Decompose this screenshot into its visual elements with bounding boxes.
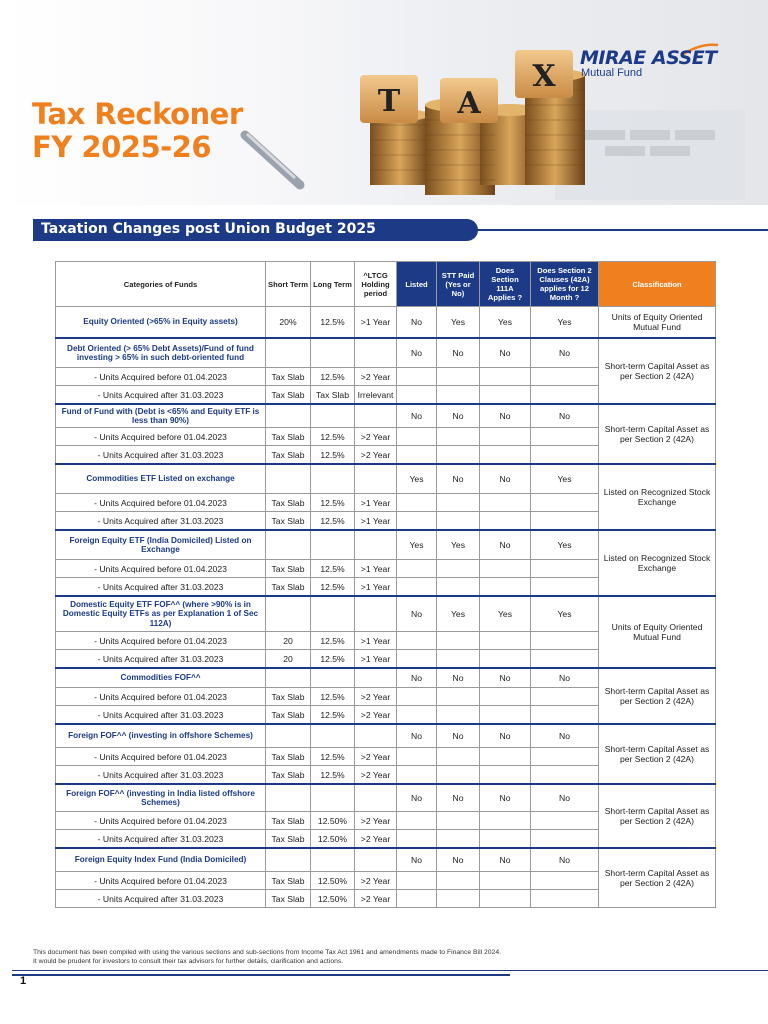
empty-cell	[480, 368, 531, 386]
long-term-cell: 12.5%	[311, 560, 355, 578]
empty-cell	[531, 560, 599, 578]
sub-row-label: - Units Acquired after 31.03.2023	[56, 650, 266, 669]
empty-cell	[397, 830, 437, 849]
empty-cell	[437, 748, 480, 766]
logo-wordmark: MIRAE ASSET	[580, 47, 717, 69]
empty-cell	[480, 830, 531, 849]
classification-cell: Listed on Recognized Stock Exchange	[599, 464, 716, 530]
short-term-cell: 20	[266, 650, 311, 669]
empty-cell	[480, 766, 531, 785]
holding-period-cell	[355, 338, 397, 368]
empty-cell	[480, 890, 531, 908]
table-row	[56, 848, 716, 872]
long-term-cell: 12.5%	[311, 428, 355, 446]
empty-cell	[531, 368, 599, 386]
empty-cell	[531, 688, 599, 706]
holding-period-cell: >1 Year	[355, 494, 397, 512]
long-term-cell	[311, 596, 355, 632]
short-term-cell: Tax Slab	[266, 688, 311, 706]
empty-cell	[397, 578, 437, 597]
holding-period-cell: >2 Year	[355, 766, 397, 785]
fund-category: Foreign FOF^^ (investing in India listed offshore Schemes)	[56, 784, 266, 812]
stt-cell: Yes	[437, 530, 480, 560]
empty-cell	[480, 578, 531, 597]
classification-cell: Short-term Capital Asset as per Section 2 (42A)	[599, 724, 716, 784]
empty-cell	[480, 386, 531, 405]
listed-cell: No	[397, 668, 437, 688]
empty-cell	[437, 512, 480, 531]
holding-period-cell: >2 Year	[355, 368, 397, 386]
table-row	[56, 530, 716, 560]
empty-cell	[531, 706, 599, 725]
empty-cell	[397, 560, 437, 578]
empty-cell	[437, 368, 480, 386]
section-111a-cell: No	[480, 338, 531, 368]
section-42a-cell: No	[531, 724, 599, 748]
section-111a-cell: Yes	[480, 307, 531, 339]
long-term-cell	[311, 848, 355, 872]
holding-period-cell: >2 Year	[355, 428, 397, 446]
empty-cell	[397, 812, 437, 830]
sub-row-label: - Units Acquired after 31.03.2023	[56, 512, 266, 531]
long-term-cell: 12.5%	[311, 650, 355, 669]
col-header-section-42a: Does Section 2 Clauses (42A) applies for 12 Month ?	[531, 262, 599, 307]
long-term-cell	[311, 530, 355, 560]
empty-cell	[397, 706, 437, 725]
holding-period-cell: >2 Year	[355, 812, 397, 830]
classification-cell: Units of Equity Oriented Mutual Fund	[599, 307, 716, 339]
holding-period-cell: >2 Year	[355, 748, 397, 766]
empty-cell	[437, 560, 480, 578]
stt-cell: No	[437, 338, 480, 368]
empty-cell	[480, 446, 531, 465]
empty-cell	[480, 650, 531, 669]
short-term-cell: 20	[266, 632, 311, 650]
empty-cell	[437, 830, 480, 849]
long-term-cell: 12.5%	[311, 688, 355, 706]
short-term-cell	[266, 596, 311, 632]
stt-cell: Yes	[437, 307, 480, 339]
empty-cell	[437, 386, 480, 405]
mirae-asset-logo	[580, 47, 730, 81]
long-term-cell	[311, 404, 355, 428]
section-42a-cell: No	[531, 784, 599, 812]
long-term-cell: 12.5%	[311, 706, 355, 725]
holding-period-cell: >1 Year	[355, 512, 397, 531]
section-111a-cell: No	[480, 530, 531, 560]
empty-cell	[531, 494, 599, 512]
empty-cell	[480, 632, 531, 650]
empty-cell	[480, 688, 531, 706]
short-term-cell: Tax Slab	[266, 368, 311, 386]
classification-cell: Short-term Capital Asset as per Section 2 (42A)	[599, 848, 716, 908]
holding-period-cell	[355, 464, 397, 494]
short-term-cell	[266, 530, 311, 560]
empty-cell	[397, 688, 437, 706]
empty-cell	[480, 872, 531, 890]
empty-cell	[437, 650, 480, 669]
short-term-cell: Tax Slab	[266, 512, 311, 531]
footer-rule-accent	[12, 974, 510, 976]
long-term-cell	[311, 784, 355, 812]
col-header-stt-paid: STT Paid (Yes or No)	[437, 262, 480, 307]
col-header-categories: Categories of Funds	[56, 262, 266, 307]
sub-row-label: - Units Acquired after 31.03.2023	[56, 830, 266, 849]
page-title: Tax Reckoner	[32, 97, 243, 131]
holding-period-cell	[355, 596, 397, 632]
empty-cell	[397, 748, 437, 766]
section-111a-cell: No	[480, 404, 531, 428]
long-term-cell: 12.50%	[311, 812, 355, 830]
table-row	[56, 464, 716, 494]
long-term-cell	[311, 338, 355, 368]
stt-cell: No	[437, 464, 480, 494]
header-banner	[0, 0, 768, 205]
tile-letter-t: T	[377, 84, 401, 119]
heading-rule	[470, 229, 768, 231]
holding-period-cell	[355, 530, 397, 560]
long-term-cell: 12.5%	[311, 748, 355, 766]
empty-cell	[480, 812, 531, 830]
empty-cell	[437, 428, 480, 446]
section-42a-cell: No	[531, 848, 599, 872]
classification-cell: Short-term Capital Asset as per Section 2 (42A)	[599, 338, 716, 404]
logo-subtitle: Mutual Fund	[581, 67, 643, 79]
fund-category: Fund of Fund with (Debt is <65% and Equity ETF is less than 90%)	[56, 404, 266, 428]
listed-cell: No	[397, 596, 437, 632]
empty-cell	[437, 446, 480, 465]
empty-cell	[480, 706, 531, 725]
empty-cell	[397, 446, 437, 465]
empty-cell	[397, 632, 437, 650]
short-term-cell: Tax Slab	[266, 446, 311, 465]
disclaimer	[33, 948, 753, 966]
sub-row-label: - Units Acquired after 31.03.2023	[56, 446, 266, 465]
section-42a-cell: No	[531, 668, 599, 688]
holding-period-cell: >1 Year	[355, 578, 397, 597]
tile-letter-a: A	[457, 86, 481, 121]
table-row	[56, 338, 716, 368]
empty-cell	[480, 512, 531, 531]
listed-cell: Yes	[397, 530, 437, 560]
fund-category: Foreign Equity Index Fund (India Domiciled)	[56, 848, 266, 872]
holding-period-cell: >2 Year	[355, 446, 397, 465]
stt-cell: No	[437, 404, 480, 428]
long-term-cell	[311, 724, 355, 748]
long-term-cell	[311, 668, 355, 688]
holding-period-cell: >2 Year	[355, 872, 397, 890]
holding-period-cell: >1 Year	[355, 307, 397, 339]
tile-letter-x: X	[532, 59, 556, 94]
section-42a-cell: Yes	[531, 307, 599, 339]
empty-cell	[437, 766, 480, 785]
empty-cell	[437, 632, 480, 650]
table-row	[56, 307, 716, 339]
sub-row-label: - Units Acquired before 01.04.2023	[56, 494, 266, 512]
classification-cell: Listed on Recognized Stock Exchange	[599, 530, 716, 596]
long-term-cell: 12.5%	[311, 766, 355, 785]
empty-cell	[397, 512, 437, 531]
long-term-cell: 12.5%	[311, 494, 355, 512]
table-row	[56, 724, 716, 748]
fund-category: Equity Oriented (>65% in Equity assets)	[56, 307, 266, 339]
short-term-cell: Tax Slab	[266, 428, 311, 446]
short-term-cell: Tax Slab	[266, 812, 311, 830]
empty-cell	[531, 748, 599, 766]
short-term-cell	[266, 784, 311, 812]
col-header-section-111a: Does Section 111A Applies ?	[480, 262, 531, 307]
holding-period-cell: >2 Year	[355, 688, 397, 706]
fund-category: Commodities ETF Listed on exchange	[56, 464, 266, 494]
short-term-cell: Tax Slab	[266, 706, 311, 725]
footer-rule	[12, 970, 768, 971]
short-term-cell: Tax Slab	[266, 578, 311, 597]
stt-cell: No	[437, 848, 480, 872]
empty-cell	[397, 872, 437, 890]
empty-cell	[437, 890, 480, 908]
long-term-cell: 12.5%	[311, 307, 355, 339]
empty-cell	[480, 494, 531, 512]
short-term-cell	[266, 338, 311, 368]
disclaimer-line-1: This document has been compiled with using the various sections and sub-sections from Income Tax Act 1961 and amendments made to Finance Bill 2024.	[33, 949, 501, 956]
empty-cell	[397, 386, 437, 405]
long-term-cell: 12.5%	[311, 632, 355, 650]
col-header-classification: Classification	[599, 262, 716, 307]
empty-cell	[437, 494, 480, 512]
sub-row-label: - Units Acquired before 01.04.2023	[56, 428, 266, 446]
table-row	[56, 784, 716, 812]
classification-cell: Short-term Capital Asset as per Section 2 (42A)	[599, 668, 716, 724]
fund-category: Foreign FOF^^ (investing in offshore Schemes)	[56, 724, 266, 748]
listed-cell: Yes	[397, 464, 437, 494]
stt-cell: Yes	[437, 596, 480, 632]
listed-cell: No	[397, 724, 437, 748]
sub-row-label: - Units Acquired before 01.04.2023	[56, 688, 266, 706]
sub-row-label: - Units Acquired after 31.03.2023	[56, 706, 266, 725]
short-term-cell: Tax Slab	[266, 890, 311, 908]
empty-cell	[531, 872, 599, 890]
sub-row-label: - Units Acquired before 01.04.2023	[56, 812, 266, 830]
short-term-cell: Tax Slab	[266, 494, 311, 512]
section-111a-cell: No	[480, 724, 531, 748]
holding-period-cell: >1 Year	[355, 650, 397, 669]
holding-period-cell	[355, 784, 397, 812]
listed-cell: No	[397, 784, 437, 812]
empty-cell	[437, 706, 480, 725]
long-term-cell: 12.50%	[311, 872, 355, 890]
sub-row-label: - Units Acquired before 01.04.2023	[56, 368, 266, 386]
table-row	[56, 668, 716, 688]
sub-row-label: - Units Acquired before 01.04.2023	[56, 872, 266, 890]
empty-cell	[397, 368, 437, 386]
table-header-row	[56, 262, 716, 307]
empty-cell	[397, 766, 437, 785]
empty-cell	[397, 890, 437, 908]
empty-cell	[531, 512, 599, 531]
empty-cell	[480, 428, 531, 446]
empty-cell	[531, 446, 599, 465]
table-row	[56, 596, 716, 632]
tax-reckoner-table	[55, 261, 716, 908]
section-42a-cell: No	[531, 338, 599, 368]
section-heading-band	[33, 219, 478, 241]
listed-cell: No	[397, 404, 437, 428]
sub-row-label: - Units Acquired before 01.04.2023	[56, 632, 266, 650]
short-term-cell	[266, 404, 311, 428]
sub-row-label: - Units Acquired after 31.03.2023	[56, 766, 266, 785]
table-row	[56, 404, 716, 428]
sub-row-label: - Units Acquired after 31.03.2023	[56, 890, 266, 908]
sub-row-label: - Units Acquired after 31.03.2023	[56, 386, 266, 405]
empty-cell	[437, 872, 480, 890]
short-term-cell: Tax Slab	[266, 748, 311, 766]
short-term-cell: Tax Slab	[266, 872, 311, 890]
short-term-cell	[266, 668, 311, 688]
long-term-cell: 12.5%	[311, 578, 355, 597]
long-term-cell: 12.5%	[311, 512, 355, 531]
empty-cell	[531, 766, 599, 785]
col-header-ltcg-period: ^LTCG Holding period	[355, 262, 397, 307]
short-term-cell: Tax Slab	[266, 766, 311, 785]
classification-cell: Short-term Capital Asset as per Section 2 (42A)	[599, 784, 716, 848]
empty-cell	[531, 428, 599, 446]
long-term-cell: 12.5%	[311, 446, 355, 465]
short-term-cell	[266, 848, 311, 872]
empty-cell	[531, 830, 599, 849]
empty-cell	[397, 494, 437, 512]
stt-cell: No	[437, 668, 480, 688]
fund-category: Debt Oriented (> 65% Debt Assets)/Fund of fund investing > 65% in such debt-oriented fund	[56, 338, 266, 368]
sub-row-label: - Units Acquired before 01.04.2023	[56, 560, 266, 578]
long-term-cell: 12.5%	[311, 368, 355, 386]
col-header-listed: Listed	[397, 262, 437, 307]
section-42a-cell: No	[531, 404, 599, 428]
col-header-long-term: Long Term	[311, 262, 355, 307]
sub-row-label: - Units Acquired after 31.03.2023	[56, 578, 266, 597]
holding-period-cell: >1 Year	[355, 560, 397, 578]
holding-period-cell: >1 Year	[355, 632, 397, 650]
empty-cell	[437, 578, 480, 597]
empty-cell	[480, 748, 531, 766]
empty-cell	[531, 650, 599, 669]
empty-cell	[531, 632, 599, 650]
short-term-cell	[266, 724, 311, 748]
classification-cell: Units of Equity Oriented Mutual Fund	[599, 596, 716, 668]
section-111a-cell: Yes	[480, 596, 531, 632]
long-term-cell: 12.50%	[311, 890, 355, 908]
fund-category: Domestic Equity ETF FOF^^ (where >90% is in Domestic Equity ETFs as per Explanation 1 of Sec 112A)	[56, 596, 266, 632]
long-term-cell: Tax Slab	[311, 386, 355, 405]
holding-period-cell: Irrelevant	[355, 386, 397, 405]
fund-category: Commodities FOF^^	[56, 668, 266, 688]
page-subtitle: FY 2025-26	[32, 130, 212, 164]
long-term-cell: 12.50%	[311, 830, 355, 849]
stt-cell: No	[437, 724, 480, 748]
listed-cell: No	[397, 338, 437, 368]
empty-cell	[531, 578, 599, 597]
holding-period-cell	[355, 668, 397, 688]
empty-cell	[437, 812, 480, 830]
section-111a-cell: No	[480, 668, 531, 688]
short-term-cell: Tax Slab	[266, 830, 311, 849]
long-term-cell	[311, 464, 355, 494]
section-111a-cell: No	[480, 464, 531, 494]
empty-cell	[397, 650, 437, 669]
short-term-cell: Tax Slab	[266, 386, 311, 405]
section-42a-cell: Yes	[531, 596, 599, 632]
section-42a-cell: Yes	[531, 464, 599, 494]
holding-period-cell	[355, 724, 397, 748]
short-term-cell: 20%	[266, 307, 311, 339]
listed-cell: No	[397, 848, 437, 872]
sub-row-label: - Units Acquired before 01.04.2023	[56, 748, 266, 766]
classification-cell: Short-term Capital Asset as per Section 2 (42A)	[599, 404, 716, 464]
short-term-cell: Tax Slab	[266, 560, 311, 578]
tax-coins-illustration	[225, 0, 745, 205]
empty-cell	[437, 688, 480, 706]
section-111a-cell: No	[480, 848, 531, 872]
holding-period-cell: >2 Year	[355, 890, 397, 908]
disclaimer-line-2: It would be prudent for investors to consult their tax advisors for further details, clarification and actions.	[33, 958, 344, 965]
section-111a-cell: No	[480, 784, 531, 812]
holding-period-cell: >2 Year	[355, 706, 397, 725]
listed-cell: No	[397, 307, 437, 339]
col-header-short-term: Short Term	[266, 262, 311, 307]
page-number: 1	[20, 975, 27, 987]
empty-cell	[531, 890, 599, 908]
fund-category: Foreign Equity ETF (India Domiciled) Listed on Exchange	[56, 530, 266, 560]
holding-period-cell	[355, 848, 397, 872]
empty-cell	[480, 560, 531, 578]
empty-cell	[531, 812, 599, 830]
stt-cell: No	[437, 784, 480, 812]
empty-cell	[397, 428, 437, 446]
section-42a-cell: Yes	[531, 530, 599, 560]
short-term-cell	[266, 464, 311, 494]
section-heading: Taxation Changes post Union Budget 2025	[41, 221, 376, 237]
empty-cell	[531, 386, 599, 405]
holding-period-cell: >2 Year	[355, 830, 397, 849]
holding-period-cell	[355, 404, 397, 428]
